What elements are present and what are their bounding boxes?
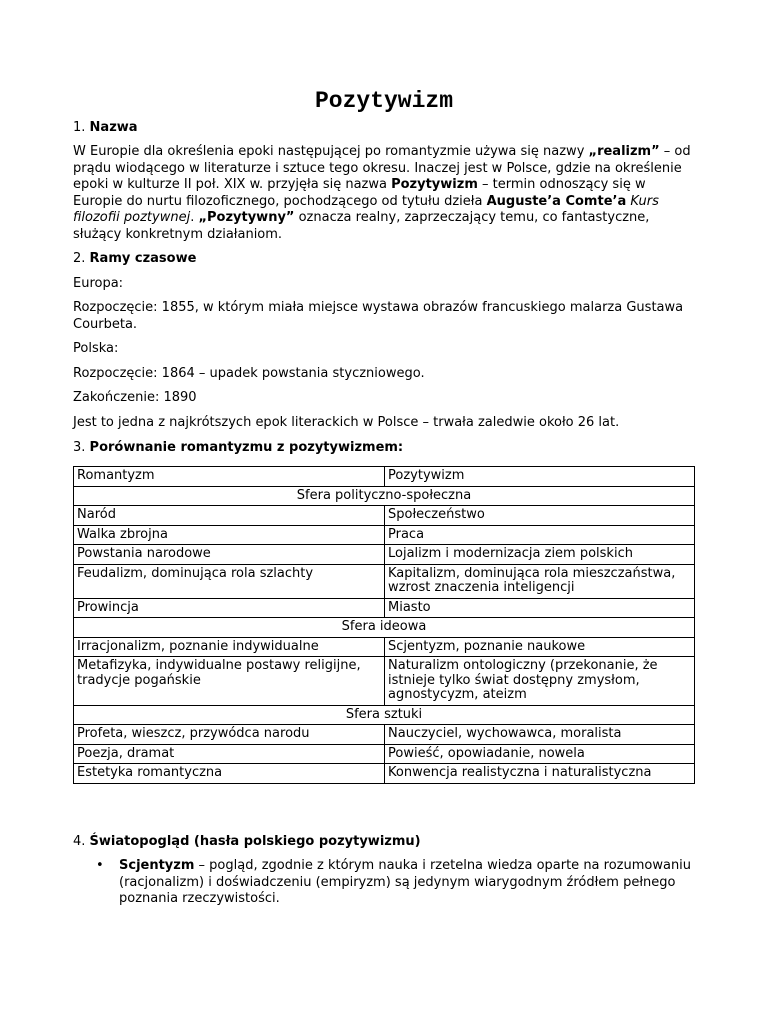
text-run: oznacza realny, zaprzeczający temu, co fantastyczne, służący konkretnym działaniom. xyxy=(73,210,650,242)
table-cell: Irracjonalizm, poznanie indywidualne xyxy=(74,637,385,657)
section-title: Porównanie romantyzmu z pozytywizmem: xyxy=(89,440,404,455)
section-2-heading xyxy=(73,251,695,268)
table-row xyxy=(74,657,695,706)
section-number: 1. xyxy=(73,120,90,135)
list-item-text xyxy=(119,858,697,908)
table-section-row xyxy=(74,705,695,725)
table-cell: Naturalizm ontologiczny (przekonanie, że istnieje tylko świat dostępny zmysłom, agnostycyzm, ateizm xyxy=(385,657,695,706)
page-title: Pozytywizm xyxy=(314,88,454,114)
section-3-heading xyxy=(73,440,695,457)
table-cell: Kapitalizm, dominująca rola mieszczaństwa, wzrost znaczenia inteligencji xyxy=(385,564,695,598)
section-title: Ramy czasowe xyxy=(89,251,197,266)
table-section-row xyxy=(74,486,695,506)
table-row xyxy=(74,744,695,764)
table-cell: Praca xyxy=(385,525,695,545)
table-header-row xyxy=(74,467,695,487)
section-label: Sfera sztuki xyxy=(74,705,695,725)
text-run: – od prądu wiodącego w literaturze i sztuce tego okresu. Inaczej jest w Polsce, gdzie na określenie epoki w kulturze II poł. XIX w. przyjęła się nazwa xyxy=(73,144,691,192)
table-cell: Lojalizm i modernizacja ziem polskich xyxy=(385,545,695,565)
section-number: 2. xyxy=(73,251,90,266)
text-run: – termin odnoszący się w Europie do nurtu filozoficznego, pochodzącego od tytułu dzieła xyxy=(73,177,646,209)
epoch-duration-note: Jest to jedna z najkrótszych epok literackich w Polsce – trwała zaledwie około 26 lat. xyxy=(73,415,620,430)
table-cell: Nauczyciel, wychowawca, moralista xyxy=(385,725,695,745)
table-cell: Metafizyka, indywidualne postawy religijne, tradycje pogańskie xyxy=(74,657,385,706)
term-pozytywny: „Pozytywny” xyxy=(198,210,295,225)
section-label: Sfera ideowa xyxy=(74,618,695,638)
term-realizm: „realizm” xyxy=(588,144,660,159)
table-row xyxy=(74,598,695,618)
table-cell: Feudalizm, dominująca rola szlachty xyxy=(74,564,385,598)
table-cell: Społeczeństwo xyxy=(385,506,695,526)
table-row xyxy=(74,564,695,598)
term-pozytywizm: Pozytywizm xyxy=(391,177,478,192)
section-1-heading xyxy=(73,120,695,137)
column-header: Romantyzm xyxy=(74,467,385,487)
section-number: 3. xyxy=(73,440,90,455)
comparison-table xyxy=(73,466,695,784)
table-row xyxy=(74,506,695,526)
table-cell: Scjentyzm, poznanie naukowe xyxy=(385,637,695,657)
section-title: Nazwa xyxy=(89,120,138,135)
text-run: . xyxy=(190,210,199,225)
table-cell: Poezja, dramat xyxy=(74,744,385,764)
table-row xyxy=(74,764,695,784)
section-4-heading xyxy=(73,834,695,851)
polska-end: Zakończenie: 1890 xyxy=(73,390,197,405)
book-title: Kurs filozofii poztywnej xyxy=(73,193,659,225)
section-label: Sfera polityczno-społeczna xyxy=(74,486,695,506)
table-cell: Profeta, wieszcz, przywódca narodu xyxy=(74,725,385,745)
table-cell: Powstania narodowe xyxy=(74,545,385,565)
section-number: 4. xyxy=(73,834,90,849)
table-cell: Prowincja xyxy=(74,598,385,618)
table-cell: Estetyka romantyczna xyxy=(74,764,385,784)
section-title: Światopogląd (hasła polskiego pozytywizmu) xyxy=(89,834,421,849)
table-row xyxy=(74,725,695,745)
column-header: Pozytywizm xyxy=(385,467,695,487)
europa-label: Europa: xyxy=(73,276,124,291)
author-name: Auguste’a Comte’a xyxy=(486,193,627,209)
bullet-description: – pogląd, zgodnie z którym nauka i rzetelna wiedza oparte na rozumowaniu (racjonalizm) i doświadczeniu (empiryzm) są jedynym wiarygodnym źródłem pełnego poznania rzeczywistości. xyxy=(119,858,692,906)
section-1-paragraph xyxy=(73,144,695,243)
table-row xyxy=(74,525,695,545)
table-cell: Konwencja realistyczna i naturalistyczna xyxy=(385,764,695,784)
table-cell: Naród xyxy=(74,506,385,526)
polska-label: Polska: xyxy=(73,341,119,356)
bullet-icon: • xyxy=(96,858,104,873)
table-cell: Walka zbrojna xyxy=(74,525,385,545)
europa-start: Rozpoczęcie: 1855, w którym miała miejsce wystawa obrazów francuskiego malarza Gustawa Courbeta. xyxy=(73,300,684,332)
text-run: W Europie dla określenia epoki następującej po romantyzmie używa się nazwy xyxy=(73,144,589,159)
table-row xyxy=(74,545,695,565)
table-cell: Powieść, opowiadanie, nowela xyxy=(385,744,695,764)
table-section-row xyxy=(74,618,695,638)
table-cell: Miasto xyxy=(385,598,695,618)
polska-start: Rozpoczęcie: 1864 – upadek powstania styczniowego. xyxy=(73,366,425,381)
table-row xyxy=(74,637,695,657)
bullet-term: Scjentyzm xyxy=(119,858,195,873)
